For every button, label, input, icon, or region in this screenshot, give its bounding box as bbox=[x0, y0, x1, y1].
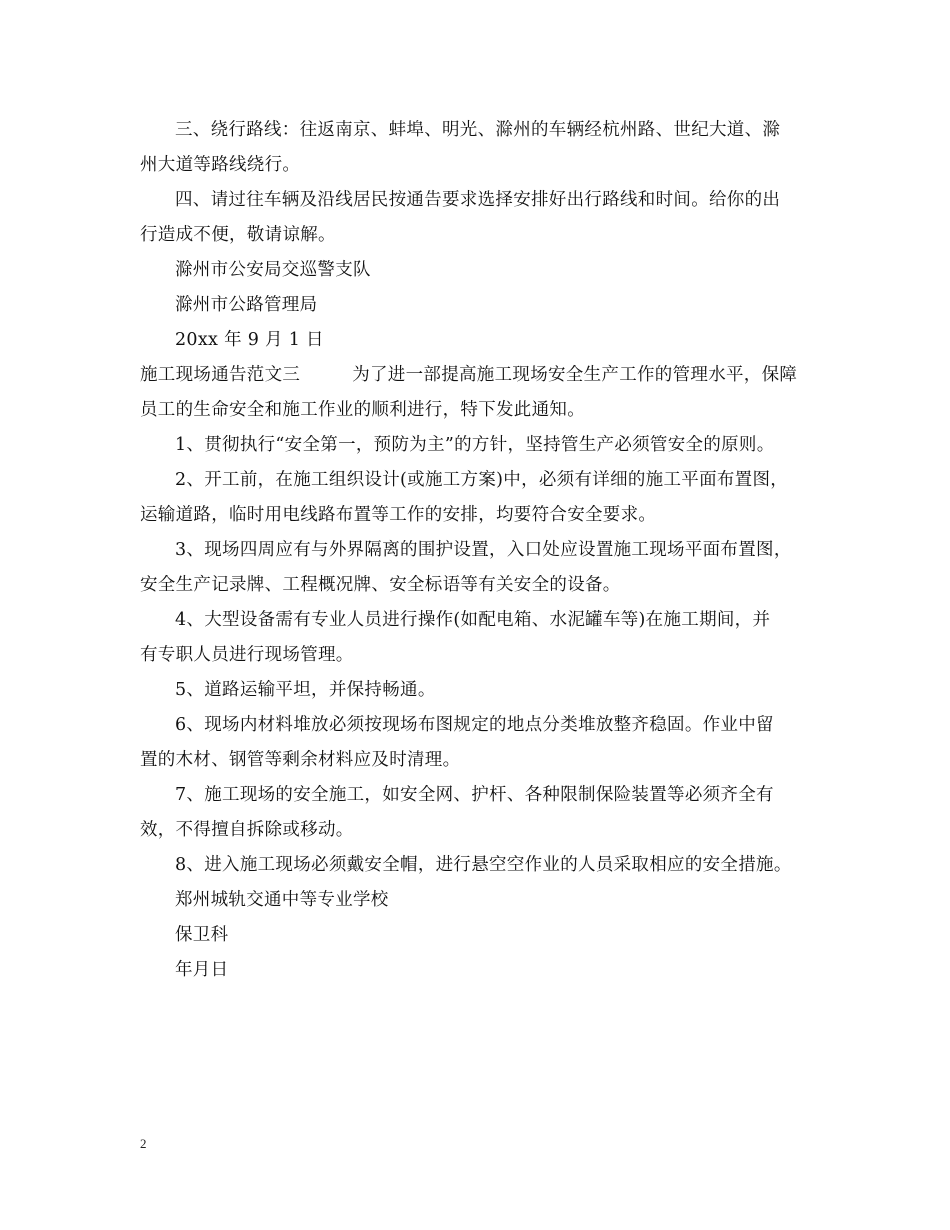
list-item-3-cont: 安全生产记录牌、工程概况牌、安全标语等有关安全的设备。 bbox=[140, 575, 621, 595]
list-item-7: 7、施工现场的安全施工，如安全网、护杆、各种限制保险装置等必须齐全有 bbox=[175, 785, 774, 805]
paragraph-request-cont: 行造成不便，敬请谅解。 bbox=[140, 225, 336, 245]
list-item-2: 2、开工前，在施工组织设计(或施工方案)中，必须有详细的施工平面布置图， bbox=[175, 470, 789, 490]
list-item-4-cont: 有专职人员进行现场管理。 bbox=[140, 645, 354, 665]
section-title: 施工现场通告范文三 bbox=[140, 365, 301, 385]
issuer-traffic-police: 滁州市公安局交巡警支队 bbox=[175, 260, 371, 280]
paragraph-request: 四、请过往车辆及沿线居民按通告要求选择安排好出行路线和时间。给你的出 bbox=[175, 190, 781, 210]
list-item-7-cont: 效，不得擅自拆除或移动。 bbox=[140, 820, 354, 840]
paragraph-detour-route: 三、绕行路线：往返南京、蚌埠、明光、滁州的车辆经杭州路、世纪大道、滁 bbox=[175, 120, 781, 140]
list-item-6-cont: 置的木材、钢管等剩余材料应及时清理。 bbox=[140, 750, 461, 770]
signature-date: 年月日 bbox=[175, 960, 229, 980]
list-item-5: 5、道路运输平坦，并保持畅通。 bbox=[175, 680, 436, 700]
document-body bbox=[140, 113, 812, 988]
signature-school: 郑州城轨交通中等专业学校 bbox=[175, 890, 389, 910]
list-item-2-cont: 运输道路，临时用电线路布置等工作的安排，均要符合安全要求。 bbox=[140, 505, 657, 525]
list-item-4: 4、大型设备需有专业人员进行操作(如配电箱、水泥罐车等)在施工期间，并 bbox=[175, 610, 771, 630]
list-item-8: 8、进入施工现场必须戴安全帽，进行悬空空作业的人员采取相应的安全措施。 bbox=[175, 855, 792, 875]
paragraph-detour-route-cont: 州大道等路线绕行。 bbox=[140, 155, 301, 175]
issuer-highway-bureau: 滁州市公路管理局 bbox=[175, 295, 318, 315]
list-item-3: 3、现场四周应有与外界隔离的围护设置，入口处应设置施工现场平面布置图， bbox=[175, 540, 792, 560]
list-item-6: 6、现场内材料堆放必须按现场布图规定的地点分类堆放整齐稳固。作业中留 bbox=[175, 715, 774, 735]
section-heading-line bbox=[140, 358, 812, 393]
section-intro: 为了进一部提高施工现场安全生产工作的管理水平，保障 bbox=[352, 365, 798, 385]
list-item-1: 1、贯彻执行“安全第一，预防为主”的方针，坚持管生产必须管安全的原则。 bbox=[175, 435, 775, 455]
issue-date: 20xx 年 9 月 1 日 bbox=[175, 330, 324, 350]
page-number: 2 bbox=[140, 1136, 147, 1151]
signature-department: 保卫科 bbox=[175, 925, 229, 945]
section-intro-cont: 员工的生命安全和施工作业的顺利进行，特下发此通知。 bbox=[140, 400, 585, 420]
